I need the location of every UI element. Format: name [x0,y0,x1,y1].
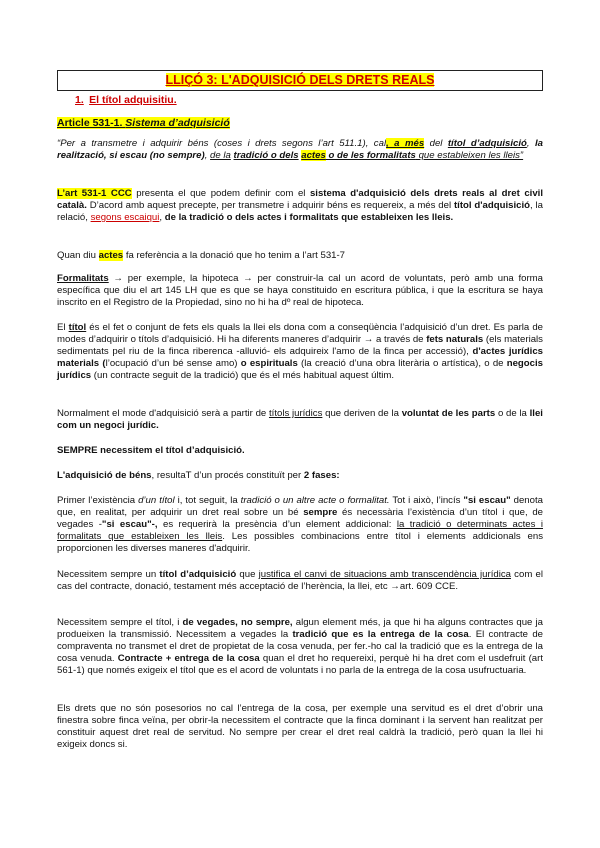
section-heading [75,94,561,107]
paragraph-fases: L'adquisició de béns, resultaT d’un procés constituït per 2 fases: [57,470,340,481]
section-number: 1. [75,94,84,106]
lesson-title: LLIÇÓ 3: L'ADQUISICIÓ DELS DRETS REALS [165,73,435,87]
paragraph-sempre: SEMPRE necessitem el títol d’adquisició. [57,445,245,456]
lesson-title-box [57,70,543,91]
article-quote: “Per a transmetre i adquirir béns (coses i drets segons l’art 511.1), cal, a més del títol d’adquisició, la realització, si escau (no sempre), de la tradició o dels actes o de les formalitats que estableixen les lleis” [57,138,543,161]
article-number: Article 531-1. [57,117,126,129]
paragraph-mode-adquisicio: Normalment el mode d'adquisició serà a partir de títols jurídics que deriven de la voluntat de les parts o de la llei com un negoci jurídic. [57,408,543,431]
paragraph-drets-posesoris: Els drets que no són posesorios no cal l’entrega de la cosa, per exemple una servitud es el dret d’obrir una finestra sobre finca veïna, per obrir-la necessitem el contracte que la finca dominant i la servent han realitzat per constituir aquest dret real de servitud. No sempre per crear el dret real caldrà la tradició, però quan la llei hi exigeix doncs si. [57,703,543,750]
section-label: El títol adquisitiu. [89,94,177,106]
article-heading [57,117,543,130]
paragraph-tradicio: Necessitem sempre el títol, i de vegades, no sempre, algun element més, ja que hi ha alguns contractes que ja produeixen la transmissió. Necessitem a vegades la tradició que es la entrega de la cosa. El contracte de compraventa no transmet el dret de propietat de la cosa venuda, per fer.-ho cal la tradició que es la entrega de la cosa venuda. Contracte + entrega de la cosa quan el dret ho requereixi, perquè hi ha dret com el usdefruit (art 561-1) que només exigeix el títol que es el acord de voluntats i no parla de la entrega de la cosa usufructuaria. [57,617,543,676]
paragraph-existencia: Primer l’existència d’un títol i, tot seguit, la tradició o un altre acte o formalitat. Tot i això, l’incís "si escau" denota que, en realitat, per adquirir un dret real sobre un bé sempre és necessària l’existència d’un títol i que, de vegades -"si escau"-, es requerirà la presència d’un element addicional: la tradició o determinats actes i formalitats que estableixen les lleis. Les possibles combinacions entre títol i elements addicionals ens proporcionen les diverses maneres d'adquirir. [57,495,543,554]
paragraph-titol: El títol és el fet o conjunt de fets els quals la llei els dona com a conseqüència l’adquisició d’un dret. Es parla de modes d’adquirir o títols d’adquisició. Hi ha diferents maneres d’adquirir → a través de fets naturals (els materials sedimentats pel riu de la finca riberenca -alluvió- els adquireix l'amo de la finca per accessió), d'actes jurídics materials (l’ocupació d’un bé sense amo) o espirituals (la creació d’una obra literària o artística), o de negocis jurídics (un contracte seguit de la tradició) que és el més habitual aquest últim. [57,322,543,381]
paragraph-titol-adquisicio: Necessitem sempre un títol d’adquisició que justifica el canvi de situacions amb transcendència jurídica com el cas del contracte, donació, testament més acceptació de l’herència, la llei, etc →art. 609 CCE. [57,569,543,592]
article-subtitle: Sistema d’adquisició [125,117,230,129]
paragraph-actes: Quan diu actes fa referència a la donació que ho tenim a l’art 531-7 [57,250,346,261]
paragraph-formalitats: Formalitats → per exemple, la hipoteca → per construir-la cal un acord de voluntats, però amb una forma específica que diu el art 145 LH que es que se haya constituido en escritura pública, i que la escritura se haya inscrito en el Registro de la Propiedad, sino no hi ha dº real de hipoteca. [57,273,543,308]
paragraph-art-531: L’art 531-1 CCC presenta el que podem definir com el sistema d'adquisició dels drets reals al dret civil català. D’acord amb aquest precepte, per transmetre i adquirir béns es requereix, a més del títol d'adquisició, la relació, segons escaiqui, de la tradició o dels actes i formalitats que estableixen les lleis. [57,188,543,223]
